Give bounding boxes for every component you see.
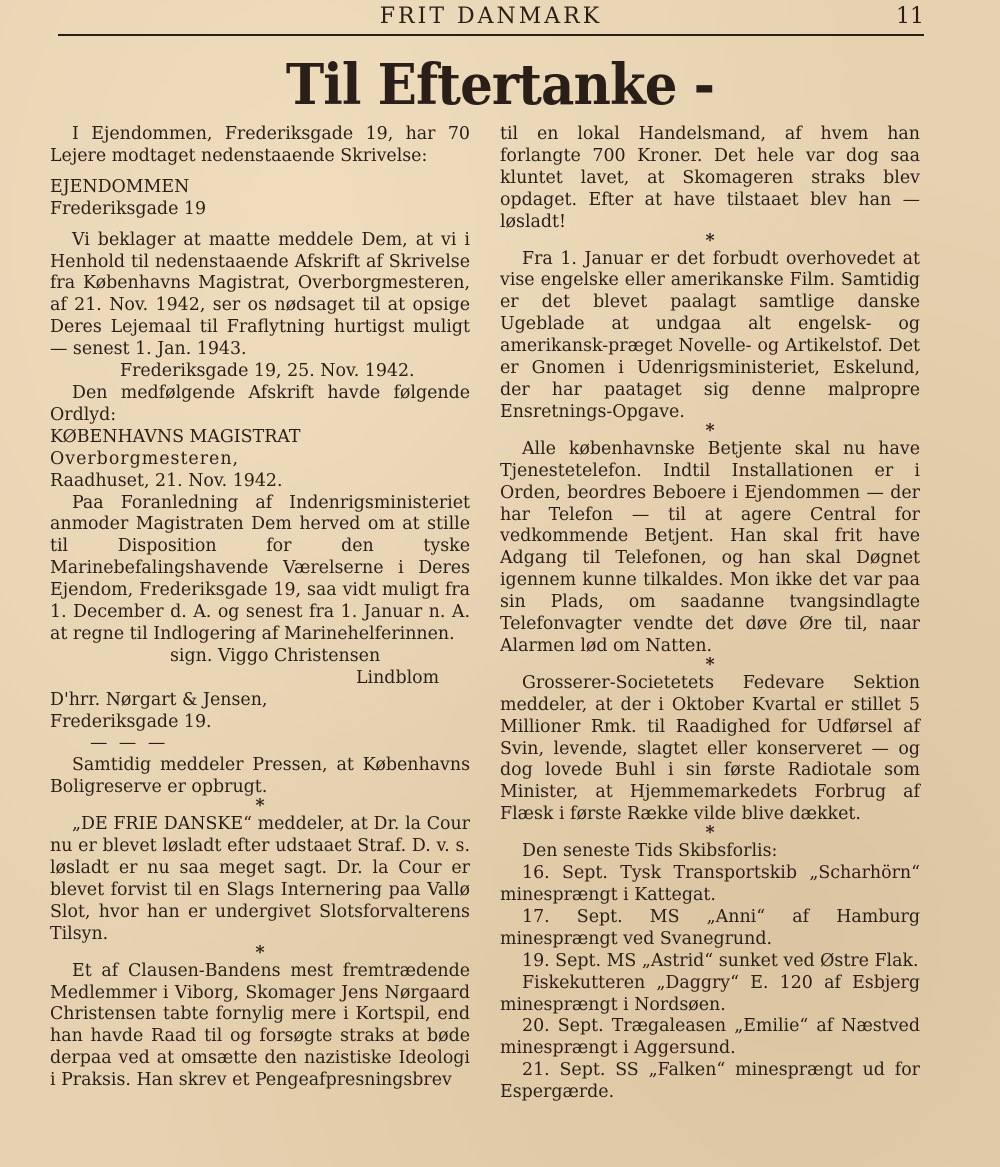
section-star: * [255,796,265,817]
addressee-line-1: D'hrr. Nørgart & Jensen, [50,689,268,710]
frie-danske-note: „DE FRIE DANSKE“ meddeler, at Dr. la Cour nu er blevet løsladt efter udstaaet Straf. D. v. s. løsladt er nu saa meget sagt. Dr. la Cour er blevet forvist til en Slags Internering paa Vallø Slot, hvor han er undergivet Slotsforvalterens Tilsyn. [50,814,470,944]
clausen-note: Et af Clausen-Bandens mest fremtrædende Medlemmer i Viborg, Skomager Jens Nørgaard Christensen tabte fornylig mere i Kortspil, end han havde Raad til og forsøgte straks at bøde derpaa ved at omsætte den nazistiske Ideologi i Praksis. Han skrev et Pengeafpresningsbrev [50,960,470,1091]
clausen-note-continued: til en lokal Handelsmand, af hvem han forlangte 700 Kroner. Det hele var dog saa kluntet lavet, at Skomageren straks blev opdaget. Efter at have tilstaaet blev han — løsladt! [500,124,920,232]
section-star: * [705,823,715,844]
addressee-line-2: Frederiksgade 19. [50,711,212,732]
article-headline: Til Eftertanke - [285,52,715,118]
ship-loss-item: 21. Sept. SS „Falken“ minesprængt ud for Espergærde. [500,1060,920,1103]
section-star: * [255,942,265,963]
signature-line-1: sign. Viggo Christensen [170,645,381,666]
letter-date: Frederiksgade 19, 25. Nov. 1942. [120,361,415,382]
right-column [500,124,920,1104]
magistrat-body: Paa Foranledning af Indenrigsministeriet anmoder Magistraten Dem herved om at stille til Disposition for den tyske Marinebefalingshavende Værelserne i Deres Ejendom, Frederiksgade 19, saa vidt muligt fra 1. December d. A. og senest fra 1. Januar n. A. at regne til Indlogering af Marinehelferinnen. [50,492,470,644]
page-number: 11 [896,4,924,29]
ship-losses-title: Den seneste Tids Skibsforlis: [522,841,778,862]
separator-dashes: — — — [90,733,169,754]
fedevare-note: Grosserer-Societetets Fedevare Sektion meddeler, at der i Oktober Kvartal er stillet 5 Millioner Rmk. til Raadighed for Udførsel af Svin, levende, slagtet eller konserveret — og dog lovede Buhl i sin første Radiotale som Minister, at Hjemmemarkedets Forbrug af Flæsk i første Række vilde blive dækket. [500,672,920,825]
left-column [50,124,470,1092]
newspaper-title: FRIT DANMARK [379,4,603,29]
ship-loss-item: 17. Sept. MS „Anni“ af Hamburg minesprængt ved Svanegrund. [500,906,920,949]
magistrat-heading: KØBENHAVNS MAGISTRAT [50,426,301,447]
ship-loss-item: 20. Sept. Trægaleasen „Emilie“ af Næstved minesprængt i Aggersund. [500,1016,920,1059]
magistrat-office: Overborgmesteren, [50,448,240,469]
masthead [58,0,924,36]
letter-body: Vi beklager at maatte meddele Dem, at vi i Henhold til nedenstaaende Afskrift af Skrivelse fra Københavns Magistrat, Overborgmesteren, af 21. Nov. 1942, ser os nødsaget til at opsige Deres Lejemaal til Fraflytning hurtigst muligt — senest 1. Jan. 1943. [50,229,470,360]
copy-intro: Den medfølgende Afskrift havde følgende Ordlyd: [50,382,470,425]
ship-loss-item: 19. Sept. MS „Astrid“ sunket ved Østre Flak. [522,950,919,971]
press-note: Samtidig meddeler Pressen, at Københavns Boligreserve er opbrugt. [50,755,470,798]
police-phone-note: Alle københavnske Betjente skal nu have Tjenestetelefon. Indtil Installationen er i Orden, beordres Beboere i Ejendommen — der har Telefon — til at agere Central for vedkommende Betjent. Han skal frit have Adgang til Telefonen, og han skal Døgnet igennem kunne tilkaldes. Mon ikke det var paa sin Plads, om saadanne tvangsindlagte Telefonvagter vendte det døve Øre til, naar Alarmen lød om Natten. [500,438,920,656]
letterhead-line-1: EJENDOMMEN [50,176,190,197]
section-star: * [705,230,715,251]
section-star: * [705,654,715,675]
intro-paragraph: I Ejendommen, Frederiksgade 19, har 70 Lejere modtaget nedenstaaende Skrivelse: [50,124,470,166]
ship-loss-item: 16. Sept. Tysk Transportskib „Scharhörn“ minesprængt i Kattegat. [500,863,920,905]
film-ban-note: Fra 1. Januar er det forbudt overhovedet at vise engelske eller amerikanske Film. Samtidig er det blevet paalagt samtlige danske Ugeblade at undgaa alt engelsk- og amerikansk-præget Novelle- og Artikelstof. Det er Gnomen i Udenrigsministeriet, Eskelund, der har paataget sig denne malpropre Ensretnings-Opgave. [500,248,920,422]
section-star: * [705,420,715,441]
magistrat-date: Raadhuset, 21. Nov. 1942. [50,470,283,491]
letterhead-line-2: Frederiksgade 19 [50,198,207,219]
ship-loss-item: Fiskekutteren „Daggry“ E. 120 af Esbjerg minesprængt i Nordsøen. [500,972,920,1015]
signature-line-2: Lindblom [356,667,440,688]
